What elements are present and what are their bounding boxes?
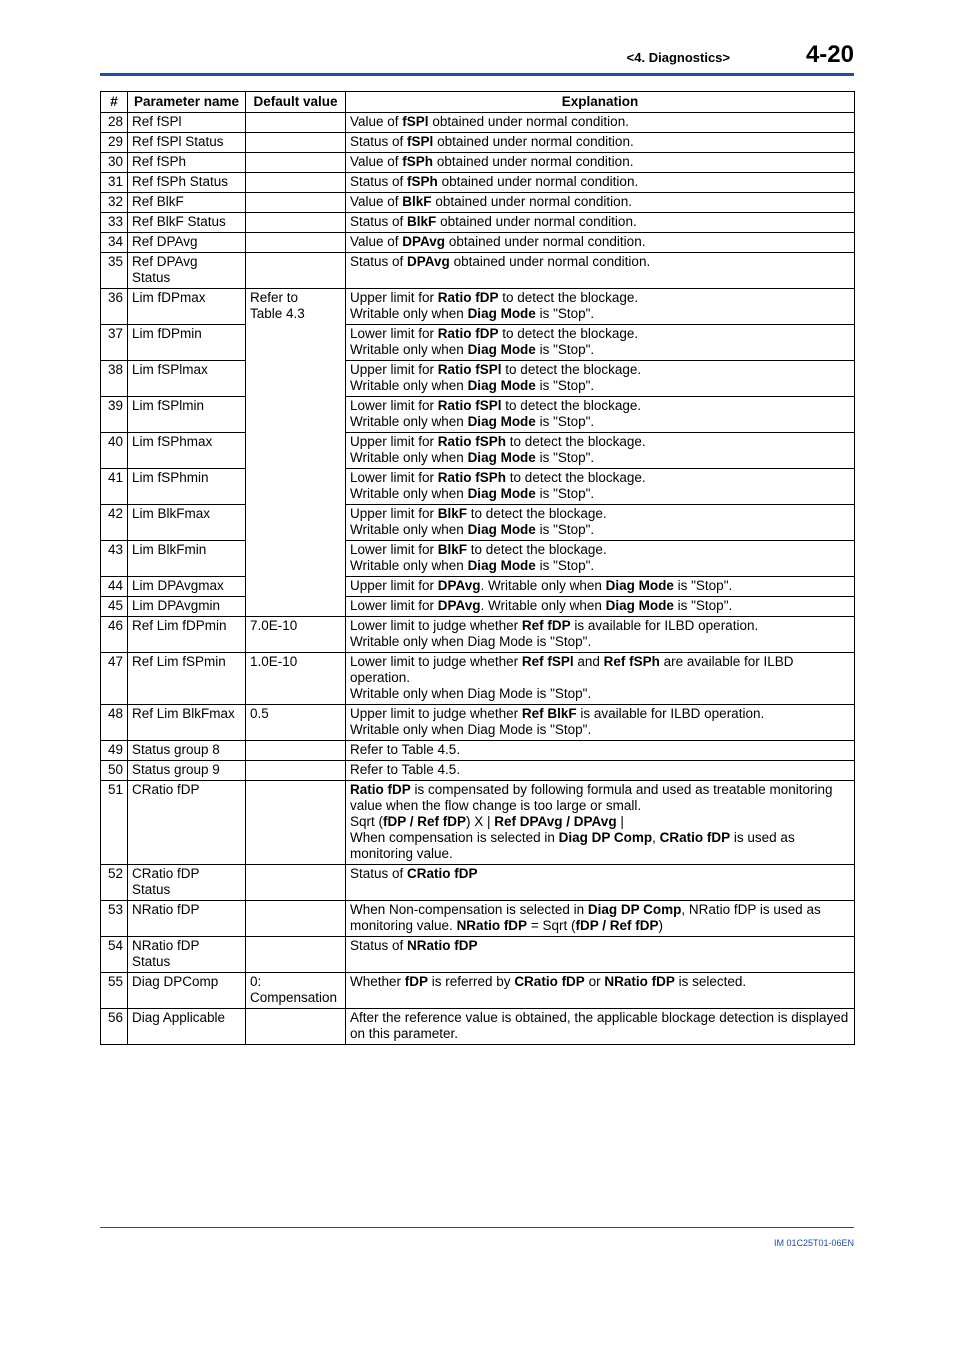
- row-number: 32: [101, 193, 128, 213]
- row-number: 40: [101, 433, 128, 469]
- default-value: [246, 761, 346, 781]
- default-value: Refer to Table 4.3: [246, 289, 346, 617]
- explanation: Upper limit for Ratio fSPh to detect the blockage. Writable only when Diag Mode is "Stop".: [346, 433, 855, 469]
- row-number: 37: [101, 325, 128, 361]
- default-value: 1.0E-10: [246, 653, 346, 705]
- column-header-explanation: Explanation: [346, 92, 855, 113]
- parameter-name: Lim fDPmin: [128, 325, 246, 361]
- explanation: After the reference value is obtained, the applicable blockage detection is displayed on this parameter.: [346, 1009, 855, 1045]
- row-number: 48: [101, 705, 128, 741]
- parameter-name: Ref Lim fSPmin: [128, 653, 246, 705]
- header-divider: [100, 73, 854, 76]
- explanation: Status of NRatio fDP: [346, 937, 855, 973]
- table-row: [101, 653, 855, 705]
- parameter-name: Ref DPAvg: [128, 233, 246, 253]
- parameter-name: Ref Lim fDPmin: [128, 617, 246, 653]
- explanation: Status of fSPh obtained under normal condition.: [346, 173, 855, 193]
- parameter-name: Diag DPComp: [128, 973, 246, 1009]
- row-number: 46: [101, 617, 128, 653]
- default-value: 0: Compensation: [246, 973, 346, 1009]
- table-row: [101, 173, 855, 193]
- explanation: Status of fSPl obtained under normal condition.: [346, 133, 855, 153]
- row-number: 35: [101, 253, 128, 289]
- parameter-name: Ref fSPl Status: [128, 133, 246, 153]
- table-row: [101, 1009, 855, 1045]
- parameter-name: Lim BlkFmin: [128, 541, 246, 577]
- default-value: [246, 901, 346, 937]
- table-row: [101, 253, 855, 289]
- table-row: [101, 597, 855, 617]
- parameter-name: Status group 9: [128, 761, 246, 781]
- row-number: 51: [101, 781, 128, 865]
- explanation: Upper limit to judge whether Ref BlkF is available for ILBD operation. Writable only when Diag Mode is "Stop".: [346, 705, 855, 741]
- row-number: 52: [101, 865, 128, 901]
- table-row: [101, 213, 855, 233]
- explanation: Value of DPAvg obtained under normal condition.: [346, 233, 855, 253]
- parameter-name: Lim fSPhmin: [128, 469, 246, 505]
- table-row: [101, 469, 855, 505]
- parameter-name: Lim fSPlmin: [128, 397, 246, 433]
- default-value: 0.5: [246, 705, 346, 741]
- explanation: Refer to Table 4.5.: [346, 741, 855, 761]
- row-number: 55: [101, 973, 128, 1009]
- table-body: [101, 113, 855, 1045]
- table-row: [101, 761, 855, 781]
- row-number: 56: [101, 1009, 128, 1045]
- explanation: Status of CRatio fDP: [346, 865, 855, 901]
- table-row: [101, 133, 855, 153]
- row-number: 54: [101, 937, 128, 973]
- table-row: [101, 865, 855, 901]
- parameter-table: [100, 91, 855, 1045]
- explanation: Ratio fDP is compensated by following formula and used as treatable monitoring value when the flow change is too large or small. Sqrt (fDP / Ref fDP) X | Ref DPAvg / DPAvg | When compensation is selected in Diag DP Comp, CRatio fDP is used as monitoring value.: [346, 781, 855, 865]
- table-row: [101, 577, 855, 597]
- row-number: 49: [101, 741, 128, 761]
- table-row: [101, 741, 855, 761]
- explanation: Refer to Table 4.5.: [346, 761, 855, 781]
- table-row: [101, 361, 855, 397]
- explanation: Lower limit to judge whether Ref fSPl and Ref fSPh are available for ILBD operation. Writable only when Diag Mode is "Stop".: [346, 653, 855, 705]
- parameter-name: CRatio fDP: [128, 781, 246, 865]
- row-number: 47: [101, 653, 128, 705]
- table-row: [101, 193, 855, 213]
- table-row: [101, 325, 855, 361]
- explanation: Lower limit for Ratio fDP to detect the blockage. Writable only when Diag Mode is "Stop".: [346, 325, 855, 361]
- table-row: [101, 289, 855, 325]
- row-number: 31: [101, 173, 128, 193]
- column-header-default-value: Default value: [246, 92, 346, 113]
- parameter-name: Ref fSPl: [128, 113, 246, 133]
- explanation: Upper limit for Ratio fDP to detect the blockage. Writable only when Diag Mode is "Stop".: [346, 289, 855, 325]
- row-number: 33: [101, 213, 128, 233]
- explanation: Value of fSPh obtained under normal condition.: [346, 153, 855, 173]
- parameter-name: Lim fDPmax: [128, 289, 246, 325]
- page-number: 4-20: [805, 41, 854, 68]
- row-number: 43: [101, 541, 128, 577]
- row-number: 34: [101, 233, 128, 253]
- parameter-name: NRatio fDP: [128, 901, 246, 937]
- table-row: [101, 937, 855, 973]
- explanation: Upper limit for BlkF to detect the blockage. Writable only when Diag Mode is "Stop".: [346, 505, 855, 541]
- parameter-name: NRatio fDP Status: [128, 937, 246, 973]
- explanation: Status of DPAvg obtained under normal condition.: [346, 253, 855, 289]
- explanation: Value of fSPl obtained under normal condition.: [346, 113, 855, 133]
- row-number: 50: [101, 761, 128, 781]
- document-id: IM 01C25T01-06EN: [773, 1238, 854, 1248]
- default-value: [246, 233, 346, 253]
- explanation: Lower limit to judge whether Ref fDP is available for ILBD operation. Writable only when Diag Mode is "Stop".: [346, 617, 855, 653]
- parameter-name: Ref BlkF: [128, 193, 246, 213]
- parameter-name: Status group 8: [128, 741, 246, 761]
- default-value: [246, 213, 346, 233]
- default-value: [246, 253, 346, 289]
- table-row: [101, 901, 855, 937]
- parameter-name: Lim BlkFmax: [128, 505, 246, 541]
- row-number: 28: [101, 113, 128, 133]
- table-row: [101, 397, 855, 433]
- parameter-name: Lim DPAvgmin: [128, 597, 246, 617]
- parameter-name: Ref fSPh: [128, 153, 246, 173]
- table-row: [101, 153, 855, 173]
- explanation: Lower limit for Ratio fSPh to detect the blockage. Writable only when Diag Mode is "Stop".: [346, 469, 855, 505]
- default-value: [246, 865, 346, 901]
- default-value: 7.0E-10: [246, 617, 346, 653]
- row-number: 42: [101, 505, 128, 541]
- row-number: 36: [101, 289, 128, 325]
- column-header-parameter-name: Parameter name: [128, 92, 246, 113]
- row-number: 45: [101, 597, 128, 617]
- row-number: 53: [101, 901, 128, 937]
- parameter-name: Diag Applicable: [128, 1009, 246, 1045]
- default-value: [246, 153, 346, 173]
- table-row: [101, 617, 855, 653]
- explanation: Lower limit for Ratio fSPl to detect the blockage. Writable only when Diag Mode is "Stop".: [346, 397, 855, 433]
- parameter-name: Ref fSPh Status: [128, 173, 246, 193]
- row-number: 39: [101, 397, 128, 433]
- explanation: Whether fDP is referred by CRatio fDP or NRatio fDP is selected.: [346, 973, 855, 1009]
- parameter-name: Lim DPAvgmax: [128, 577, 246, 597]
- parameter-name: CRatio fDP Status: [128, 865, 246, 901]
- explanation: Upper limit for Ratio fSPl to detect the blockage. Writable only when Diag Mode is "Stop".: [346, 361, 855, 397]
- explanation: Lower limit for BlkF to detect the blockage. Writable only when Diag Mode is "Stop".: [346, 541, 855, 577]
- parameter-name: Ref DPAvg Status: [128, 253, 246, 289]
- row-number: 30: [101, 153, 128, 173]
- parameter-name: Ref Lim BlkFmax: [128, 705, 246, 741]
- parameter-name: Ref BlkF Status: [128, 213, 246, 233]
- table-row: [101, 233, 855, 253]
- table-row: [101, 541, 855, 577]
- explanation: Lower limit for DPAvg. Writable only when Diag Mode is "Stop".: [346, 597, 855, 617]
- default-value: [246, 741, 346, 761]
- parameter-name: Lim fSPlmax: [128, 361, 246, 397]
- row-number: 38: [101, 361, 128, 397]
- table-row: [101, 973, 855, 1009]
- row-number: 44: [101, 577, 128, 597]
- default-value: [246, 781, 346, 865]
- chapter-title: <4. Diagnostics>: [626, 50, 730, 65]
- default-value: [246, 113, 346, 133]
- table-row: [101, 505, 855, 541]
- parameter-name: Lim fSPhmax: [128, 433, 246, 469]
- default-value: [246, 937, 346, 973]
- explanation: Upper limit for DPAvg. Writable only when Diag Mode is "Stop".: [346, 577, 855, 597]
- table-header-row: [101, 92, 855, 113]
- explanation: Value of BlkF obtained under normal condition.: [346, 193, 855, 213]
- column-header-number: #: [101, 92, 128, 113]
- default-value: [246, 1009, 346, 1045]
- row-number: 29: [101, 133, 128, 153]
- default-value: [246, 173, 346, 193]
- table-row: [101, 113, 855, 133]
- table-row: [101, 781, 855, 865]
- default-value: [246, 133, 346, 153]
- explanation: Status of BlkF obtained under normal condition.: [346, 213, 855, 233]
- default-value: [246, 193, 346, 213]
- explanation: When Non-compensation is selected in Diag DP Comp, NRatio fDP is used as monitoring value. NRatio fDP = Sqrt (fDP / Ref fDP): [346, 901, 855, 937]
- row-number: 41: [101, 469, 128, 505]
- table-row: [101, 705, 855, 741]
- table-row: [101, 433, 855, 469]
- footer-divider: [100, 1227, 854, 1228]
